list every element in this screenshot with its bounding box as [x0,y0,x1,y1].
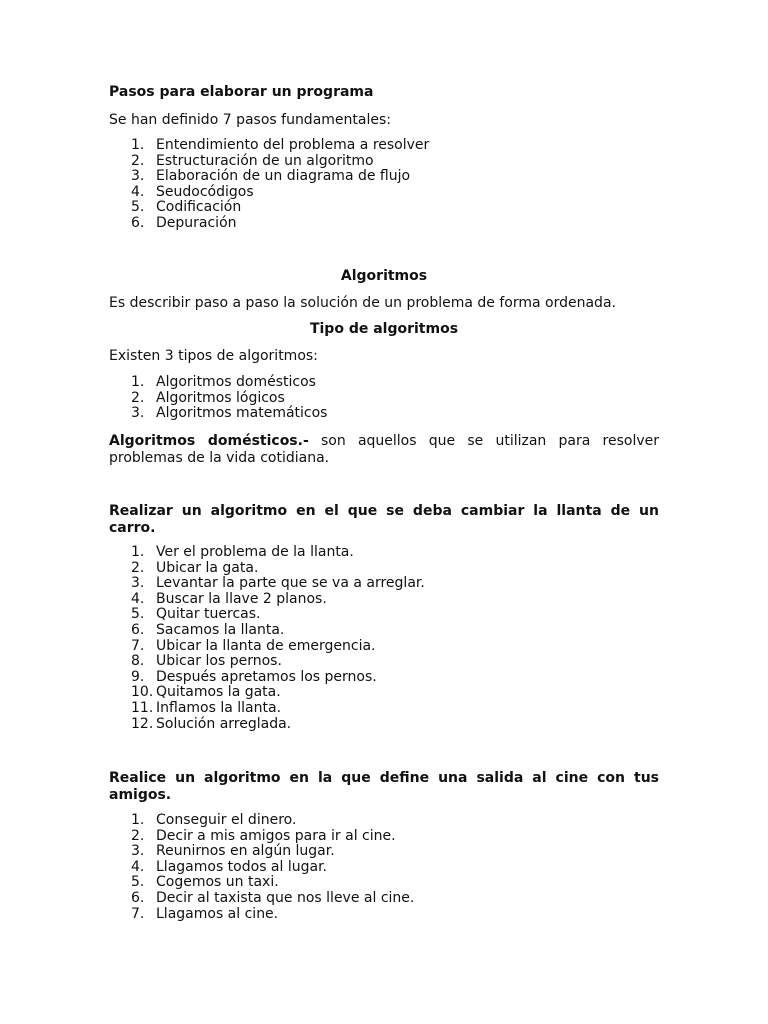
tipos-intro: Existen 3 tipos de algoritmos: [109,348,318,364]
list-item: 6. Depuración [131,214,237,231]
list-item: 4. Buscar la llave 2 planos. [131,590,327,607]
list-item: 5. Cogemos un taxi. [131,874,279,891]
cine-list [109,813,659,922]
section-title-tipos: Tipo de algoritmos [309,321,459,337]
list-item: 3. Elaboración de un diagrama de flujo [131,168,411,185]
list-item: 1. Entendimiento del problema a resolver [131,137,430,153]
list-item: 3. Algoritmos matemáticos [131,405,328,422]
list-item: 1. Conseguir el dinero. [131,812,297,828]
domestic-term: Algoritmos domésticos.- [109,433,309,449]
list-item: 2. Estructuración de un algoritmo [131,152,374,169]
pasos-list [109,138,659,232]
list-item: 3. Reunirnos en algún lugar. [131,843,335,860]
list-item: 4. Seudocódigos [131,183,254,200]
list-item: 10. Quitamos la gata. [131,684,281,701]
list-item: 12. Solución arreglada. [131,715,292,732]
domestic-definition [109,433,659,467]
domestic-def-text: son aquellos que se utilizan para resolver problemas de la vida cotidiana. [109,433,659,466]
list-item: 11. Inflamos la llanta. [131,699,282,716]
list-item: 4. Llagamos todos al lugar. [131,858,328,875]
list-item: 5. Quitar tuercas. [131,606,261,623]
list-item: 6. Sacamos la llanta. [131,621,285,638]
list-item: 2. Ubicar la gata. [131,559,259,576]
section-title-algoritmos: Algoritmos [340,268,428,284]
list-item: 9. Después apretamos los pernos. [131,668,377,685]
list-item: 7. Ubicar la llanta de emergencia. [131,637,376,654]
list-item: 6. Decir al taxista que nos lleve al cine. [131,889,415,906]
list-item: 7. Llagamos al cine. [131,905,279,922]
list-item: 3. Levantar la parte que se va a arreglar. [131,575,425,592]
list-item: 1. Algoritmos domésticos [131,374,316,390]
section-title-cine: Realice un algoritmo en la que define una salida al cine con tus amigos. [109,770,659,803]
list-item: 1. Ver el problema de la llanta. [131,544,354,560]
llanta-list [109,545,659,732]
list-item: 2. Algoritmos lógicos [131,389,285,406]
tipos-list [109,375,659,422]
list-item: 8. Ubicar los pernos. [131,653,282,670]
list-item: 2. Decir a mis amigos para ir al cine. [131,827,396,844]
algoritmos-definition: Es describir paso a paso la solución de un problema de forma ordenada. [109,295,616,311]
list-item: 5. Codificación [131,199,242,216]
pasos-intro: Se han definido 7 pasos fundamentales: [109,112,391,128]
section-title-pasos: Pasos para elaborar un programa [109,84,374,100]
section-title-llanta: Realizar un algoritmo en el que se deba cambiar la llanta de un carro. [109,503,659,536]
